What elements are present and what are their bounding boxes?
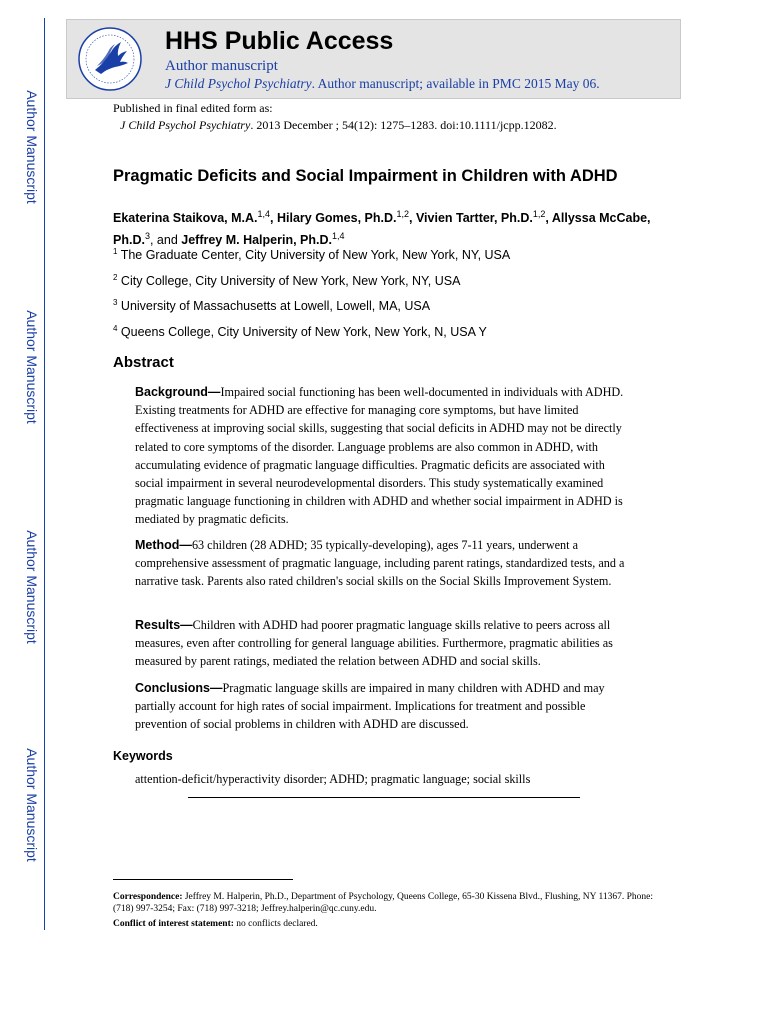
correspondence-label: Correspondence: <box>113 892 183 902</box>
published-label: Published in final edited form as: <box>113 101 273 115</box>
author-manuscript-side-label: Author Manuscript <box>24 748 41 862</box>
affiliation-item <box>113 244 510 263</box>
affiliation-item <box>113 270 460 289</box>
banner-title: HHS Public Access <box>165 27 394 55</box>
author-name: Ekaterina Staikova, M.A. <box>113 211 258 226</box>
banner-availability: . Author manuscript; available in PMC 2015 May 06. <box>311 76 600 91</box>
section-text: Pragmatic language skills are impaired in many children with ADHD and may partially account for high rates of social impairment. Implications for treatment and possible prevention of social problems in children with ADHD are discussed. <box>135 681 605 732</box>
keywords-list: attention-deficit/hyperactivity disorder; ADHD; pragmatic language; social skills <box>135 772 531 786</box>
published-journal: J Child Psychol Psychiatry <box>120 118 251 132</box>
footnote-divider <box>113 879 293 880</box>
author-list <box>113 205 653 249</box>
conflict-label: Conflict of interest statement: <box>113 919 234 929</box>
keywords-divider <box>188 797 580 798</box>
abstract-results <box>135 616 635 671</box>
affiliation-item <box>113 295 430 314</box>
author-affiliation-ref: 1,2 <box>532 209 546 219</box>
author-affiliation-ref: 1,4 <box>257 209 271 219</box>
hhs-eagle-logo-icon <box>77 26 143 92</box>
correspondence-text: Jeffrey M. Halperin, Ph.D., Department of Psychology, Queens College, 65-30 Kissena Blvd., Flushing, NY 11367. Phone: (718) 997-3254; Fax: (718) 997-3218; Jeffrey.halperin@qc.cuny.edu. <box>113 892 654 914</box>
author-manuscript-side-label: Author Manuscript <box>24 310 41 424</box>
affiliation-text: The Graduate Center, City University of New York, New York, NY, USA <box>117 248 511 263</box>
conflict-text: no conflicts declared. <box>233 919 318 929</box>
banner-source-line <box>165 76 600 92</box>
section-text: Impaired social functioning has been well-documented in individuals with ADHD. Existing treatments for ADHD are effective for managing core symptoms, but have limited effectiveness at improving social skills, suggesting that social deficits in ADHD may not be directly related to core symptoms of the disorder. Language problems are also common in ADHD, with accumulating evidence of pragmatic language difficulties. Pragmatic deficits are associated with social impairment in several neurodevelopmental disorders. This study systematically examined pragmatic language functioning in children with ADHD and whether social impairment in ADHD is mediated by pragmatic deficits. <box>135 385 624 527</box>
affiliation-text: University of Massachusetts at Lowell, Lowell, MA, USA <box>117 299 431 314</box>
section-label: Results— <box>135 618 193 632</box>
author-name: Hilary Gomes, Ph.D. <box>276 211 397 226</box>
affiliation-text: Queens College, City University of New York, New York, N, USA Y <box>117 325 487 340</box>
author-name: Vivien Tartter, Ph.D. <box>415 211 533 226</box>
correspondence-footnote <box>113 891 673 915</box>
keywords-heading: Keywords <box>113 749 173 763</box>
author-separator: , <box>270 211 277 226</box>
author-separator: , <box>408 211 416 226</box>
author-affiliation-ref: 3 <box>144 231 150 242</box>
affiliation-number: 4 <box>113 324 118 333</box>
section-label: Method— <box>135 538 192 552</box>
affiliation-number: 3 <box>113 298 118 307</box>
article-title: Pragmatic Deficits and Social Impairment in Children with ADHD <box>113 167 618 185</box>
affiliation-number: 1 <box>113 247 118 256</box>
section-text: Children with ADHD had poorer pragmatic language skills relative to peers across all measures, even after controlling for general language abilities. Furthermore, pragmatic abilities as measured by parent ratings, mediated the relation between ADHD and social skills. <box>135 618 613 669</box>
section-label: Conclusions— <box>135 681 223 695</box>
abstract-heading: Abstract <box>113 354 174 371</box>
author-separator: , <box>545 211 552 226</box>
published-citation <box>113 117 557 134</box>
published-details: . 2013 December ; 54(12): 1275–1283. doi:10.1111/jcpp.12082. <box>250 118 557 132</box>
author-affiliation-ref: 1,2 <box>396 209 409 219</box>
banner-journal[interactable]: J Child Psychol Psychiatry <box>165 76 312 91</box>
conflict-footnote <box>113 918 318 930</box>
author-affiliation-ref: 1,4 <box>331 231 345 242</box>
affiliation-text: City College, City University of New York, New York, NY, USA <box>117 274 461 289</box>
affiliation-number: 2 <box>113 273 118 282</box>
hhs-public-access-banner <box>66 19 681 99</box>
abstract-background <box>135 383 635 529</box>
section-label: Background— <box>135 385 221 399</box>
author-name: Allyssa McCabe, Ph.D. <box>113 211 651 248</box>
author-separator: , and <box>149 233 182 248</box>
author-name: Jeffrey M. Halperin, Ph.D. <box>181 233 332 248</box>
author-manuscript-side-label: Author Manuscript <box>24 90 41 204</box>
affiliation-item <box>113 321 487 340</box>
section-text: 63 children (28 ADHD; 35 typically-developing), ages 7-11 years, underwent a comprehensive assessment of pragmatic language, including parent ratings, standardized tests, and a narrative task. Parents also rated children's social skills on the Social Skills Improvement System. <box>135 538 625 589</box>
published-in <box>113 100 557 134</box>
abstract-conclusions <box>135 679 635 734</box>
author-manuscript-side-label: Author Manuscript <box>24 530 41 644</box>
abstract-method <box>135 536 635 591</box>
banner-subtitle: Author manuscript <box>165 58 278 74</box>
